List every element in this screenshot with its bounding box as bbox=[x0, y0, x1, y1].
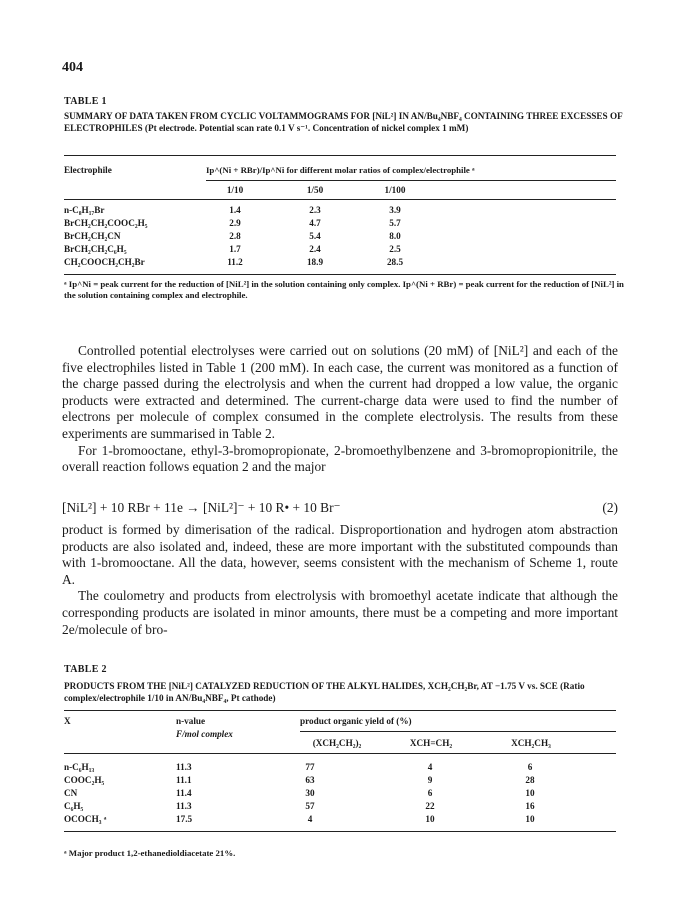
table1-cell: 2.5 bbox=[389, 244, 401, 254]
table2-cell: 9 bbox=[427, 775, 433, 785]
table1-subcol-2: 1/50 bbox=[306, 185, 324, 195]
equation-2 bbox=[62, 500, 618, 516]
table2-row-n: 11.3 bbox=[176, 762, 192, 772]
table2-cell: 10 bbox=[525, 814, 535, 824]
table2-header-rule bbox=[64, 753, 616, 754]
table1-header-rule bbox=[64, 199, 616, 200]
table2-top-rule bbox=[64, 710, 616, 711]
equation-text: [NiL²] + 10 RBr + 11e → [NiL²]⁻ + 10 R• + 10 Br⁻ bbox=[62, 500, 341, 515]
table2-header-n-unit: F/mol complex bbox=[176, 729, 233, 739]
table2-row-n: 17.5 bbox=[176, 814, 193, 824]
table2-row-x: n-C₆H₁₃ bbox=[64, 762, 95, 772]
table2-header-x: X bbox=[64, 716, 71, 726]
table2-header-yield: product organic yield of (%) bbox=[300, 716, 412, 726]
table1-row-name: BrCH₂CH₂CN bbox=[64, 231, 121, 241]
table1-cell: 11.2 bbox=[227, 257, 243, 267]
table2-row-x: COOC₂H₅ bbox=[64, 775, 105, 785]
table2-cell: 22 bbox=[425, 801, 435, 811]
table2-subcol-1: (XCH₂CH₂)₂ bbox=[312, 738, 362, 748]
page-number: 404 bbox=[62, 60, 83, 75]
table1-row-name: n-C₈H₁₇Br bbox=[64, 205, 105, 215]
table1-cell: 28.5 bbox=[386, 257, 404, 267]
table1-label: TABLE 1 bbox=[64, 96, 107, 107]
table2-row-n: 11.3 bbox=[176, 801, 192, 811]
table2-cell: 4 bbox=[427, 762, 433, 772]
table1-subcol-3: 1/100 bbox=[384, 185, 406, 195]
table2-sub-rule bbox=[300, 731, 616, 732]
table1-row-name: BrCH₂CH₂COOC₂H₅ bbox=[64, 218, 148, 228]
table1-caption: SUMMARY OF DATA TAKEN FROM CYCLIC VOLTAMMOGRAMS FOR [NiL²] IN AN/Bu₄NBF₄ CONTAINING THREE EXCESSES OF ELECTROPHILES (Pt electrode. Potential scan rate 0.1 V s⁻¹. Concentration of nickel complex 1 mM) bbox=[64, 111, 623, 133]
table2-caption: PRODUCTS FROM THE [NiL²] CATALYZED REDUCTION OF THE ALKYL HALIDES, XCH₂CH₂Br, AT −1.75 V vs. SCE (Ratio complex/electrophile 1/10 in AN/Bu₄NBF₄, Pt cathode) bbox=[64, 681, 585, 703]
table2-cell: 16 bbox=[525, 801, 535, 811]
table2-row-x: OCOCH₃ ᵃ bbox=[64, 814, 107, 824]
table2-subcol-2: XCH=CH₂ bbox=[409, 738, 453, 748]
table2-cell: 10 bbox=[525, 788, 535, 798]
table1-sub-rule bbox=[206, 180, 616, 181]
table1-top-rule bbox=[64, 155, 616, 156]
table2-label: TABLE 2 bbox=[64, 664, 107, 675]
table1-cell: 1.4 bbox=[229, 205, 241, 215]
table2-cell: 77 bbox=[305, 762, 315, 772]
table1-header-ratio: Ip^(Ni + RBr)/Ip^Ni for different molar ratios of complex/electrophile ᵃ bbox=[206, 165, 475, 175]
table2-cell: 63 bbox=[305, 775, 315, 785]
table2-cell: 10 bbox=[425, 814, 435, 824]
table2-cell: 6 bbox=[527, 762, 533, 772]
table2-cell: 57 bbox=[305, 801, 315, 811]
table2-cell: 4 bbox=[307, 814, 313, 824]
table2-cell: 30 bbox=[305, 788, 315, 798]
table1-cell: 4.7 bbox=[309, 218, 321, 228]
table1-subcol-1: 1/10 bbox=[226, 185, 244, 195]
table2-row-x: CN bbox=[64, 788, 78, 798]
table2-bottom-rule bbox=[64, 831, 616, 832]
table2-row-x: C₆H₅ bbox=[64, 801, 84, 811]
table1-row-name: BrCH₂CH₂C₆H₅ bbox=[64, 244, 127, 254]
table2-footnote: ᵃ Major product 1,2-ethanedioldiacetate 21%. bbox=[64, 848, 236, 858]
paragraph-3: product is formed by dimerisation of the radical. Disproportionation and hydrogen atom abstraction products are also isolated and, indeed, these are more important with the substituted compounds than with 1-bromooctane. All the data, however, seems consistent with the mechanism of Scheme 1, route A. bbox=[62, 522, 618, 587]
body-text-upper bbox=[62, 343, 618, 476]
body-text-lower bbox=[62, 522, 618, 638]
table2-header-n: n-value bbox=[176, 716, 206, 726]
table1-cell: 1.7 bbox=[229, 244, 241, 254]
table1-bottom-rule bbox=[64, 274, 616, 275]
equation-number: (2) bbox=[602, 500, 618, 515]
table1-header-electrophile: Electrophile bbox=[64, 165, 112, 175]
table1-cell: 5.4 bbox=[309, 231, 321, 241]
table1-cell: 8.0 bbox=[389, 231, 401, 241]
table1-cell: 5.7 bbox=[389, 218, 401, 228]
paragraph-2: For 1-bromooctane, ethyl-3-bromopropionate, 2-bromoethylbenzene and 3-bromopropionitrile, the overall reaction follows equation 2 and the major bbox=[62, 442, 618, 475]
table1-cell: 2.4 bbox=[309, 244, 321, 254]
paragraph-1: Controlled potential electrolyses were carried out on solutions (20 mM) of [NiL²] and each of the five electrophiles listed in Table 1 (200 mM). In each case, the current was monitored as a function of the charge passed during the electrolysis and when the current had dropped a low value, the organic products were extracted and determined. The current-charge data were used to find the number of electrons per molecule of complex consumed in the complete electrolysis. The results from these experiments are summarised in Table 2. bbox=[62, 343, 618, 441]
table2-row-n: 11.4 bbox=[176, 788, 192, 798]
table1-cell: 2.9 bbox=[229, 218, 241, 228]
table2-cell: 6 bbox=[427, 788, 433, 798]
table2-subcol-3: XCH₂CH₃ bbox=[511, 738, 551, 748]
paragraph-4: The coulometry and products from electrolysis with bromoethyl acetate indicate that although the corresponding products are isolated in minor amounts, there must be a competing and more important 2e/molecule of bro- bbox=[62, 588, 618, 637]
table1-cell: 2.8 bbox=[229, 231, 241, 241]
table1-row-name: CH₂COOCH₂CH₂Br bbox=[64, 257, 145, 267]
table1-cell: 2.3 bbox=[309, 205, 321, 215]
table2-row-n: 11.1 bbox=[176, 775, 192, 785]
table1-footnote: ᵃ Ip^Ni = peak current for the reduction of [NiL²] in the solution containing only complex. Ip^(Ni + RBr) = peak current for the reduction of [NiL²] in the solution containing complex and electrophile. bbox=[64, 279, 624, 300]
table2-cell: 28 bbox=[525, 775, 535, 785]
table1-cell: 3.9 bbox=[389, 205, 401, 215]
table1-cell: 18.9 bbox=[306, 257, 324, 267]
